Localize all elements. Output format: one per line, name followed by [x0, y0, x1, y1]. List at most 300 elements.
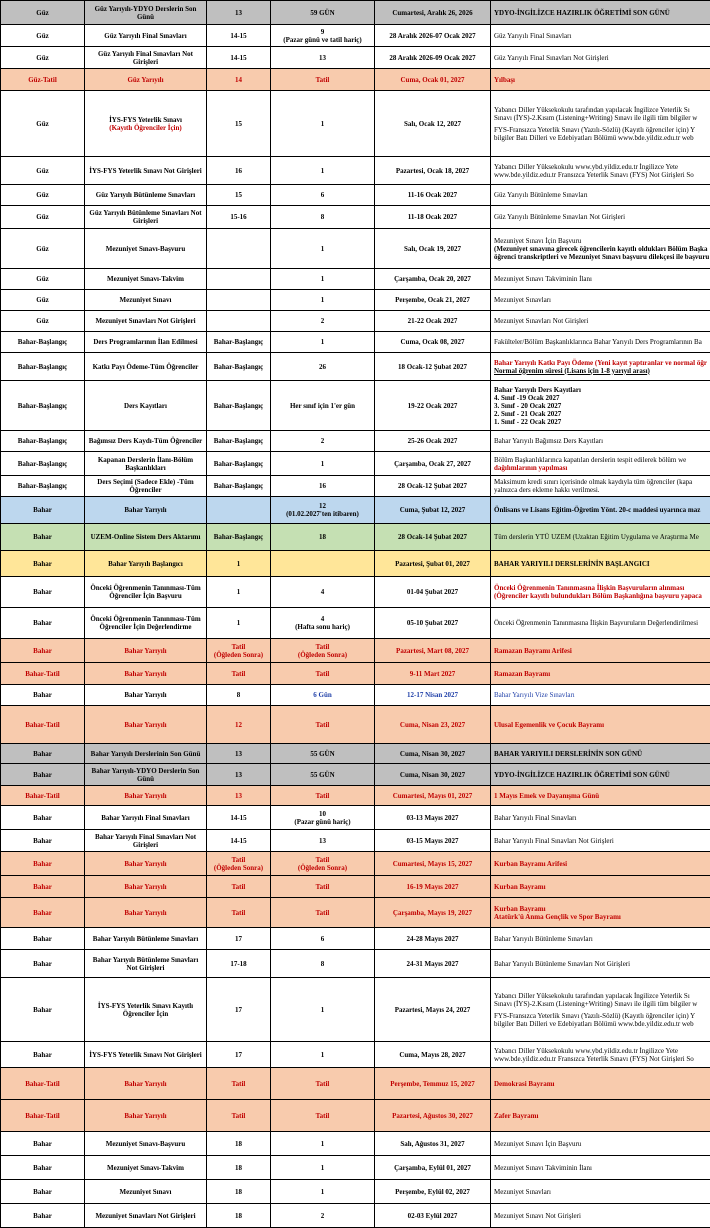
description-cell — [491, 608, 710, 639]
calendar-row — [1, 852, 710, 876]
day-count-cell: Tatil — [271, 898, 375, 928]
activity-name-cell — [85, 185, 207, 206]
activity-name: Mezuniyet Sınavı-Başvuru — [106, 1140, 186, 1148]
week-cell: Tatil (Öğleden Sonra) — [207, 639, 271, 663]
description-cell — [491, 764, 710, 786]
semester-cell: Güz — [1, 47, 85, 69]
activity-name-cell — [85, 898, 207, 928]
description-line: Zafer Bayramı — [494, 1112, 710, 1120]
semester-cell: Güz-Tatil — [1, 69, 85, 91]
date-cell: 12-17 Nisan 2027 — [375, 685, 491, 706]
day-count-cell: 1 — [271, 157, 375, 185]
semester-cell: Güz — [1, 157, 85, 185]
semester-cell: Güz — [1, 185, 85, 206]
description-line: BAHAR YARIYILI DERSLERİNİN SON GÜNÜ — [494, 750, 710, 758]
activity-name-cell — [85, 1204, 207, 1228]
semester-cell: Güz — [1, 25, 85, 47]
date-cell: 18 Ocak-12 Şubat 2027 — [375, 353, 491, 381]
description-line: YDYO-İNGİLİZCE HAZIRLIK ÖĞRETİMİ SON GÜNÜ — [494, 9, 710, 17]
week-cell: Bahar-Başlangıç — [207, 332, 271, 353]
semester-cell: Bahar — [1, 744, 85, 764]
description-cell — [491, 1042, 710, 1068]
description-cell — [491, 206, 710, 229]
date-cell: 19-22 Ocak 2027 — [375, 381, 491, 431]
date-cell: Perşembe, Temmuz 15, 2027 — [375, 1068, 491, 1100]
week-cell — [207, 497, 271, 524]
date-cell: Pazartesi, Şubat 01, 2027 — [375, 551, 491, 577]
calendar-row — [1, 269, 710, 290]
day-count-cell: 2 — [271, 431, 375, 452]
activity-name-cell — [85, 806, 207, 830]
description-cell — [491, 524, 710, 551]
date-cell: 28 Aralık 2026-09 Ocak 2027 — [375, 47, 491, 69]
date-cell: 03-13 Mayıs 2027 — [375, 806, 491, 830]
week-cell — [207, 229, 271, 269]
week-cell: Tatil — [207, 876, 271, 898]
day-count-cell: 2 — [271, 311, 375, 332]
activity-name-cell — [85, 311, 207, 332]
activity-name-cell — [85, 663, 207, 685]
description-cell — [491, 577, 710, 608]
week-cell: Bahar-Başlangıç — [207, 452, 271, 476]
date-cell: 11-18 Ocak 2027 — [375, 206, 491, 229]
calendar-row — [1, 898, 710, 928]
activity-name-cell — [85, 524, 207, 551]
activity-name: Bahar Yarıyılı — [124, 792, 166, 800]
calendar-row — [1, 25, 710, 47]
week-cell: Tatil (Öğleden Sonra) — [207, 852, 271, 876]
day-count-cell: 1 — [271, 1132, 375, 1156]
activity-name-cell — [85, 1068, 207, 1100]
description-cell — [491, 744, 710, 764]
week-cell: 14-15 — [207, 25, 271, 47]
activity-name: İYS-FYS Yeterlik Sınavı Not Girişleri — [89, 1051, 202, 1059]
description-line: Mezuniyet Sınavı Takviminin İlanı — [494, 275, 710, 283]
description-line: 1. Sınıf - 22 Ocak 2027 — [494, 418, 710, 426]
description-line: Mezuniyet Sınavları Not Girişleri — [494, 317, 710, 325]
description-cell — [491, 1, 710, 25]
day-count-cell: 26 — [271, 353, 375, 381]
calendar-row — [1, 830, 710, 852]
calendar-row — [1, 206, 710, 229]
semester-cell: Bahar — [1, 1042, 85, 1068]
week-cell: 17 — [207, 978, 271, 1042]
semester-cell: Bahar — [1, 1156, 85, 1180]
semester-cell: Bahar — [1, 928, 85, 950]
description-line: YDYO-İNGİLİZCE HAZIRLIK ÖĞRETİMİ SON GÜNÜ — [494, 771, 710, 779]
description-cell — [491, 69, 710, 91]
day-count-cell: 9 (Pazar günü ve tatil hariç) — [271, 25, 375, 47]
activity-name-cell — [85, 1042, 207, 1068]
activity-name: Güz Yarıyılı Final Sınavları — [104, 32, 186, 40]
activity-name: Kapanan Derslerin İlanı-Bölüm Başkanlıkları — [98, 456, 193, 472]
calendar-row — [1, 69, 710, 91]
day-count-cell: Her sınıf için 1'er gün — [271, 381, 375, 431]
activity-name-cell — [85, 1156, 207, 1180]
description-cell — [491, 290, 710, 311]
calendar-body — [1, 1, 710, 1228]
day-count-cell: Tatil — [271, 69, 375, 91]
calendar-row — [1, 551, 710, 577]
description-line: Mezuniyet Sınavı Not Girişleri — [494, 1212, 710, 1220]
day-count-cell: Tatil — [271, 663, 375, 685]
activity-name: Güz Yarıyılı Bütünleme Sınavları — [96, 191, 196, 199]
activity-name-cell — [85, 706, 207, 744]
activity-name: Bahar Yarıyılı Derslerinin Son Günü — [91, 750, 201, 758]
description-line: Kurban Bayramı — [494, 883, 710, 891]
activity-name: Bahar Yarıyılı-YDYO Derslerin Son Günü — [92, 767, 200, 783]
activity-name-cell — [85, 852, 207, 876]
semester-cell: Güz — [1, 311, 85, 332]
activity-name: Bahar Yarıyılı Bütünleme Sınavları — [93, 935, 199, 943]
day-count-cell: Tatil (Öğleden Sonra) — [271, 639, 375, 663]
day-count-cell: 1 — [271, 91, 375, 157]
semester-cell: Bahar-Tatil — [1, 786, 85, 806]
semester-cell: Bahar-Başlangıç — [1, 452, 85, 476]
description-cell — [491, 1132, 710, 1156]
description-line: Bahar Yarıyılı Bütünleme Sınavları — [494, 935, 710, 943]
activity-name: İYS-FYS Yeterlik Sınavı — [109, 116, 182, 124]
semester-cell: Bahar-Başlangıç — [1, 431, 85, 452]
description-line: Yabancı Diller Yüksekokulu tarafından yapılacak İngilizce Yeterlik Sı — [494, 992, 710, 1000]
calendar-row — [1, 476, 710, 497]
week-cell: 18 — [207, 1204, 271, 1228]
date-cell: Salı, Ocak 12, 2027 — [375, 91, 491, 157]
date-cell: 24-31 Mayıs 2027 — [375, 950, 491, 978]
semester-cell: Bahar — [1, 764, 85, 786]
week-cell: 1 — [207, 577, 271, 608]
activity-name: Güz Yarıyılı Bütünleme Sınavları Not Girişleri — [89, 209, 201, 225]
day-count-cell: 1 — [271, 332, 375, 353]
semester-cell: Bahar — [1, 497, 85, 524]
activity-name-cell — [85, 950, 207, 978]
description-line: Mezuniyet Sınavı İçin Başvuru — [494, 237, 710, 245]
day-count-cell: 1 — [271, 1180, 375, 1204]
activity-name-cell — [85, 229, 207, 269]
week-cell: 15 — [207, 91, 271, 157]
day-count-cell: 4 — [271, 577, 375, 608]
activity-name-cell — [85, 639, 207, 663]
description-line: Normal öğrenim süresi (Lisans için 1-8 yarıyıl arası) — [494, 367, 710, 375]
day-count-cell: 1 — [271, 290, 375, 311]
day-count-cell: 10 (Pazar günü hariç) — [271, 806, 375, 830]
description-line: Güz Yarıyılı Final Sınavları Not Girişleri — [494, 54, 710, 62]
calendar-row — [1, 452, 710, 476]
description-line: Bahar Yarıyılı Katkı Payı Ödeme (Yeni kayıt yaptıranlar ve normal öğr — [494, 359, 710, 367]
semester-cell: Bahar — [1, 876, 85, 898]
semester-cell: Bahar — [1, 577, 85, 608]
day-count-cell: 6 Gün — [271, 685, 375, 706]
semester-cell: Güz — [1, 91, 85, 157]
semester-cell: Bahar — [1, 1180, 85, 1204]
week-cell: Bahar-Başlangıç — [207, 381, 271, 431]
description-line: (Öğrenciler kayıtlı bulundukları Bölüm Başkanlığına başvuru yapaca — [494, 592, 710, 600]
activity-name-cell — [85, 978, 207, 1042]
calendar-row — [1, 577, 710, 608]
week-cell: Bahar-Başlangıç — [207, 431, 271, 452]
description-line: dağılımlarının yapılması — [494, 464, 710, 472]
week-cell: 18 — [207, 1180, 271, 1204]
description-line: Güz Yarıyılı Final Sınavları — [494, 32, 710, 40]
description-cell — [491, 1204, 710, 1228]
description-line: Bahar Yarıyılı Final Sınavları — [494, 814, 710, 822]
activity-name: Bahar Yarıyılı — [124, 721, 166, 729]
semester-cell: Bahar-Tatil — [1, 706, 85, 744]
activity-name-cell — [85, 876, 207, 898]
description-line: Sınavı (İYS)-2.Kısım (Listening+Writing) Sınavı ile ilgili tüm bilgiler w — [494, 114, 710, 122]
description-line: Bahar Yarıyılı Bütünleme Sınavları Not Girişleri — [494, 960, 710, 968]
activity-name: Katkı Payı Ödeme-Tüm Öğrenciler — [93, 363, 199, 371]
activity-name-cell — [85, 332, 207, 353]
calendar-row — [1, 639, 710, 663]
activity-name: Bahar Yarıyılı — [124, 860, 166, 868]
date-cell: Cuma, Nisan 23, 2027 — [375, 706, 491, 744]
date-cell: 16-19 Mayıs 2027 — [375, 876, 491, 898]
calendar-row — [1, 978, 710, 1042]
description-cell — [491, 950, 710, 978]
week-cell: 17 — [207, 928, 271, 950]
day-count-cell: 1 — [271, 1156, 375, 1180]
activity-name-cell — [85, 577, 207, 608]
description-cell — [491, 229, 710, 269]
activity-name-cell — [85, 1132, 207, 1156]
week-cell: 15-16 — [207, 206, 271, 229]
calendar-row — [1, 1068, 710, 1100]
description-line: 3. Sınıf - 20 Ocak 2027 — [494, 402, 710, 410]
calendar-row — [1, 1204, 710, 1228]
date-cell: 21-22 Ocak 2027 — [375, 311, 491, 332]
activity-name-cell — [85, 1100, 207, 1132]
activity-name-cell — [85, 830, 207, 852]
date-cell: 9-11 Mart 2027 — [375, 663, 491, 685]
activity-name-cell — [85, 608, 207, 639]
date-cell: Cumartesi, Aralık 26, 2026 — [375, 1, 491, 25]
description-cell — [491, 663, 710, 685]
description-line: Önceki Öğrenmenin Tanınmasına İlişkin Başvuruların Değerlendirilmesi — [494, 619, 710, 627]
description-cell — [491, 1100, 710, 1132]
description-cell — [491, 91, 710, 157]
activity-name: Bahar Yarıyılı — [124, 1112, 166, 1120]
description-cell — [491, 928, 710, 950]
calendar-row — [1, 185, 710, 206]
description-cell — [491, 685, 710, 706]
description-line: Mezuniyet Sınavı Takviminin İlanı — [494, 1164, 710, 1172]
calendar-row — [1, 928, 710, 950]
description-line: Ramazan Bayramı — [494, 670, 710, 678]
description-cell — [491, 185, 710, 206]
description-cell — [491, 1068, 710, 1100]
description-cell — [491, 47, 710, 69]
description-line: Fakülteler/Bölüm Başkanlıklarınca Bahar Yarıyılı Ders Programlarının Ba — [494, 338, 710, 346]
activity-name: Bahar Yarıyılı Başlangıcı — [108, 560, 183, 568]
calendar-row — [1, 497, 710, 524]
date-cell: 24-28 Mayıs 2027 — [375, 928, 491, 950]
description-line: bilgiler Batı Dilleri ve Edebiyatları Bölümü www.bde.yildiz.edu.tr web — [494, 134, 710, 142]
description-line: Bahar Yarıyılı Vize Sınavları — [494, 691, 710, 699]
semester-cell: Bahar — [1, 950, 85, 978]
date-cell: Çarşamba, Eylül 01, 2027 — [375, 1156, 491, 1180]
day-count-cell: 1 — [271, 1042, 375, 1068]
activity-name-cell — [85, 786, 207, 806]
activity-name-cell — [85, 1, 207, 25]
description-line: Yabancı Diller Yüksekokulu tarafından yapılacak İngilizce Yeterlik Sı — [494, 106, 710, 114]
day-count-cell: 13 — [271, 47, 375, 69]
day-count-cell: 8 — [271, 950, 375, 978]
day-count-cell: 12 (01.02.2027'ten itibaren) — [271, 497, 375, 524]
day-count-cell: 55 GÜN — [271, 744, 375, 764]
activity-name-cell — [85, 157, 207, 185]
week-cell: 1 — [207, 608, 271, 639]
semester-cell: Güz — [1, 206, 85, 229]
day-count-cell: 8 — [271, 206, 375, 229]
activity-name-cell — [85, 91, 207, 157]
date-cell: Cuma, Şubat 12, 2027 — [375, 497, 491, 524]
activity-name: Bahar Yarıyılı — [124, 506, 166, 514]
semester-cell: Bahar-Başlangıç — [1, 476, 85, 497]
activity-name-cell — [85, 551, 207, 577]
description-cell — [491, 332, 710, 353]
date-cell: Cuma, Ocak 01, 2027 — [375, 69, 491, 91]
activity-name: UZEM-Online Sistem Ders Aktarımı — [91, 533, 201, 541]
description-cell — [491, 353, 710, 381]
calendar-row — [1, 1042, 710, 1068]
description-line: Güz Yarıyılı Bütünleme Sınavları — [494, 191, 710, 199]
day-count-cell: 6 — [271, 928, 375, 950]
calendar-row — [1, 786, 710, 806]
calendar-row — [1, 1100, 710, 1132]
description-cell — [491, 269, 710, 290]
date-cell: 02-03 Eylül 2027 — [375, 1204, 491, 1228]
description-line: Yabancı Diller Yüksekokulu www.ybd.yildiz.edu.tr İngilizce Yete — [494, 1047, 710, 1055]
week-cell: 17 — [207, 1042, 271, 1068]
semester-cell: Güz — [1, 290, 85, 311]
semester-cell: Bahar-Başlangıç — [1, 353, 85, 381]
activity-name: Bahar Yarıyılı Final Sınavları — [101, 814, 189, 822]
activity-name-cell — [85, 269, 207, 290]
activity-name: Mezuniyet Sınavı-Başvuru — [106, 245, 186, 253]
week-cell: Bahar-Başlangıç — [207, 476, 271, 497]
calendar-row — [1, 706, 710, 744]
date-cell: Salı, Ocak 19, 2027 — [375, 229, 491, 269]
semester-cell: Bahar-Tatil — [1, 1100, 85, 1132]
semester-cell: Güz — [1, 1, 85, 25]
day-count-cell: 4 (Hafta sonu hariç) — [271, 608, 375, 639]
week-cell: 14-15 — [207, 47, 271, 69]
activity-name: İYS-FYS Yeterlik Sınavı Kayıtlı Öğrenciler İçin — [98, 1002, 193, 1018]
week-cell: Tatil — [207, 1100, 271, 1132]
description-line: Mezuniyet Sınavı İçin Başvuru — [494, 1140, 710, 1148]
description-line: Demokrasi Bayramı — [494, 1080, 710, 1088]
description-cell — [491, 381, 710, 431]
activity-name-cell — [85, 476, 207, 497]
week-cell: 13 — [207, 744, 271, 764]
date-cell: Cuma, Nisan 30, 2027 — [375, 764, 491, 786]
day-count-cell: 1 — [271, 978, 375, 1042]
date-cell: Pazartesi, Mayıs 24, 2027 — [375, 978, 491, 1042]
calendar-row — [1, 290, 710, 311]
date-cell: 01-04 Şubat 2027 — [375, 577, 491, 608]
description-line: yalnızca ders ekleme hakkı verilmesi. — [494, 486, 710, 494]
date-cell: 28 Ocak-12 Şubat 2027 — [375, 476, 491, 497]
calendar-row — [1, 764, 710, 786]
day-count-cell: Tatil — [271, 876, 375, 898]
calendar-row — [1, 685, 710, 706]
day-count-cell — [271, 551, 375, 577]
activity-name: Güz Yarıyılı — [127, 76, 163, 84]
activity-name-cell — [85, 47, 207, 69]
date-cell: 11-16 Ocak 2027 — [375, 185, 491, 206]
week-cell: 17-18 — [207, 950, 271, 978]
activity-name: Mezuniyet Sınavları Not Girişleri — [95, 1212, 195, 1220]
date-cell: Pazartesi, Ocak 18, 2027 — [375, 157, 491, 185]
week-cell: 14-15 — [207, 830, 271, 852]
day-count-cell: Tatil — [271, 706, 375, 744]
activity-name: Mezuniyet Sınavı-Takvim — [107, 275, 184, 283]
date-cell: Salı, Ağustos 31, 2027 — [375, 1132, 491, 1156]
description-cell — [491, 876, 710, 898]
activity-name-cell — [85, 764, 207, 786]
week-cell: Tatil — [207, 898, 271, 928]
description-line: Önceki Öğrenmenin Tanınmasına İlişkin Başvuruların alınması — [494, 584, 710, 592]
description-line: 1 Mayıs Emek ve Dayanışma Günü — [494, 792, 710, 800]
calendar-row — [1, 524, 710, 551]
description-cell — [491, 978, 710, 1042]
day-count-cell: 13 — [271, 830, 375, 852]
semester-cell: Bahar — [1, 524, 85, 551]
description-cell — [491, 157, 710, 185]
calendar-row — [1, 950, 710, 978]
date-cell: 03-15 Mayıs 2027 — [375, 830, 491, 852]
description-cell — [491, 830, 710, 852]
description-line: Güz Yarıyılı Bütünleme Sınavları Not Girişleri — [494, 213, 710, 221]
activity-name: Güz Yarıyılı Final Sınavları Not Girişleri — [98, 50, 193, 66]
semester-cell: Bahar — [1, 608, 85, 639]
week-cell: 18 — [207, 1132, 271, 1156]
week-cell: 13 — [207, 1, 271, 25]
semester-cell: Bahar-Başlangıç — [1, 381, 85, 431]
semester-cell: Bahar — [1, 898, 85, 928]
semester-cell: Bahar-Tatil — [1, 1068, 85, 1100]
activity-name: Ders Seçimi (Sadece Ekle) -Tüm Öğrenciler — [97, 478, 193, 494]
calendar-row — [1, 47, 710, 69]
week-cell: 15 — [207, 185, 271, 206]
activity-name: Bahar Yarıyılı — [124, 691, 166, 699]
week-cell: Tatil — [207, 1068, 271, 1100]
description-line: Bahar Yarıyılı Bağımsız Ders Kayıtları — [494, 437, 710, 445]
semester-cell: Bahar — [1, 1204, 85, 1228]
week-cell: 1 — [207, 551, 271, 577]
day-count-cell: Tatil — [271, 1068, 375, 1100]
description-line: Yabancı Diller Yüksekokulu www.ybd.yildiz.edu.tr İngilizce Yete — [494, 163, 710, 171]
activity-name: Mezuniyet Sınavı — [120, 1188, 172, 1196]
description-line: öğrenci transkriptleri ve Mezuniyet Sınavı başvuru dilekçesi ile başvuru — [494, 253, 710, 261]
description-cell — [491, 852, 710, 876]
activity-name-note: (Kayıtlı Öğrenciler İçin) — [87, 124, 204, 132]
semester-cell: Bahar — [1, 639, 85, 663]
calendar-row — [1, 353, 710, 381]
day-count-cell: 2 — [271, 1204, 375, 1228]
date-cell: Perşembe, Eylül 02, 2027 — [375, 1180, 491, 1204]
day-count-cell: 55 GÜN — [271, 764, 375, 786]
week-cell: 13 — [207, 764, 271, 786]
semester-cell: Bahar-Başlangıç — [1, 332, 85, 353]
date-cell: Cuma, Ocak 08, 2027 — [375, 332, 491, 353]
calendar-row — [1, 332, 710, 353]
description-line: Mezuniyet Sınavları — [494, 296, 710, 304]
description-line: Tüm derslerin YTÜ UZEM (Uzaktan Eğitim Uygulama ve Araştırma Me — [494, 533, 710, 541]
week-cell — [207, 311, 271, 332]
day-count-cell: Tatil — [271, 786, 375, 806]
